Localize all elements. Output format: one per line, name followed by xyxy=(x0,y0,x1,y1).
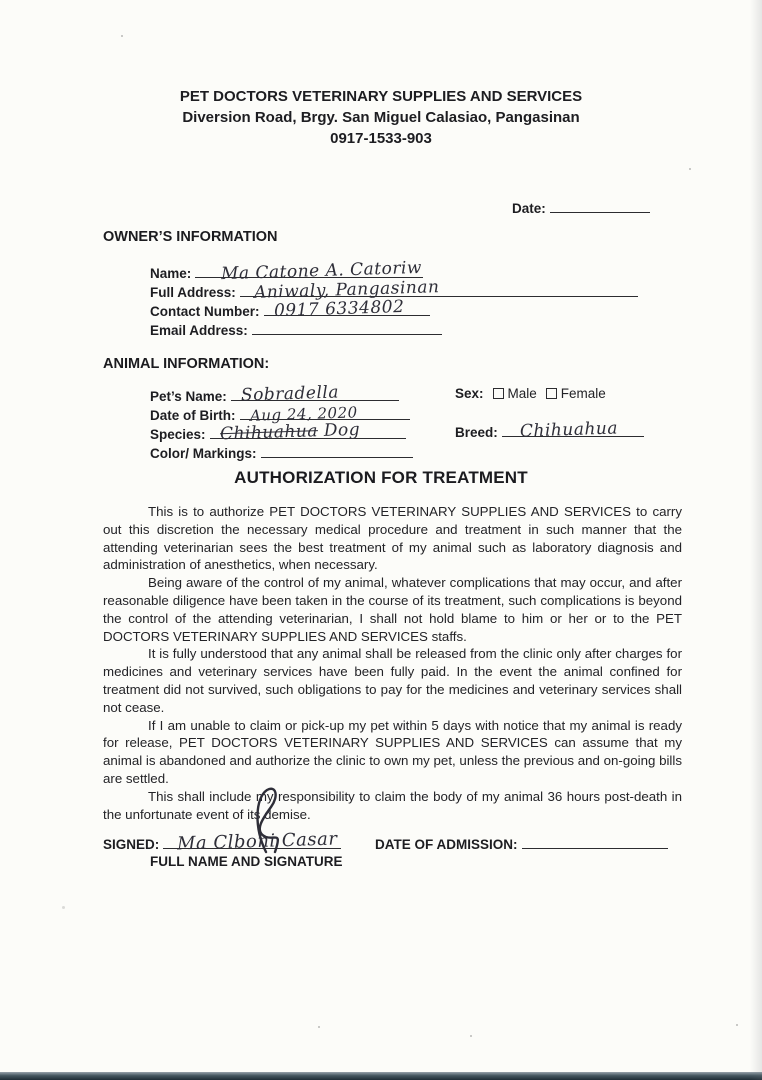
female-option-label: Female xyxy=(560,386,606,401)
signed-blank[interactable] xyxy=(163,828,341,855)
authorization-paragraph-5: This shall include my responsibility to claim the body of my animal 36 hours post-death in the unfortunate event of its demise. xyxy=(103,788,682,822)
date-of-admission-blank[interactable] xyxy=(522,833,668,849)
name-value: Ma Catone A. Catoriw xyxy=(221,257,423,285)
date-of-birth-blank[interactable] xyxy=(240,403,410,425)
clinic-header xyxy=(0,86,762,149)
sex-row xyxy=(455,385,606,404)
authorization-paragraph-4: If I am unable to claim or pick-up my pet within 5 days with notice that my animal is ready for release, PET DOCTORS VETERINARY SUPPLIES AND SERVICES can assume that my animal is abandoned and authorize the clinic to own my pet, unless the previous and on-going bills are settled. xyxy=(103,717,682,786)
date-of-birth-value: Aug 24, 2020 xyxy=(249,403,358,425)
owner-email-row xyxy=(150,319,442,338)
full-address-value: Aniwaly, Pangasinan xyxy=(253,277,440,303)
scan-speck xyxy=(736,1024,738,1026)
signed-caption: FULL NAME AND SIGNATURE xyxy=(150,854,343,869)
contact-number-value: 0917 6334802 xyxy=(273,296,405,322)
scan-speck xyxy=(62,906,65,909)
color-markings-blank[interactable] xyxy=(261,442,413,458)
species-value xyxy=(219,420,360,444)
full-address-label: Full Address: xyxy=(150,285,236,300)
signed-value: Ma Clboni Casar xyxy=(176,828,338,855)
email-address-blank[interactable] xyxy=(252,319,442,335)
male-option-label: Male xyxy=(507,386,537,401)
clinic-name: PET DOCTORS VETERINARY SUPPLIES AND SERVICES xyxy=(179,88,583,105)
color-markings-label: Color/ Markings: xyxy=(150,446,257,461)
authorization-body xyxy=(103,503,682,823)
species-blank[interactable] xyxy=(210,419,406,445)
date-row xyxy=(512,197,650,216)
pets-name-value: Sobradella xyxy=(240,382,340,406)
authorization-paragraph-2: Being aware of the control of my animal, whatever complications that may occur, and after reasonable diligence have been taken in the course of its treatment, such complications is beyond the control of the attending veterinarian, I shall not hold blame to him or her or to the PET DOCTORS VETERINARY SUPPLIES AND SERVICES staffs. xyxy=(103,575,682,644)
clinic-phone: 0917-1533-903 xyxy=(330,130,432,147)
scan-speck xyxy=(318,1026,320,1028)
date-blank[interactable] xyxy=(550,197,650,213)
female-checkbox[interactable] xyxy=(546,388,557,399)
name-label: Name: xyxy=(150,266,192,281)
authorization-paragraph-1: This is to authorize PET DOCTORS VETERINARY SUPPLIES AND SERVICES to carry out this discretion the necessary medical procedure and treatment in such manner that the attending veterinarian sees the best treatment of my animal such as laboratory diagnosis and administration of anesthetics, when necessary. xyxy=(103,504,682,573)
scan-speck xyxy=(689,168,691,170)
contact-number-label: Contact Number: xyxy=(150,304,260,319)
breed-value: Chihuahua xyxy=(519,418,619,442)
scan-speck xyxy=(470,1035,472,1037)
breed-blank[interactable] xyxy=(502,418,644,442)
species-label: Species: xyxy=(150,427,206,442)
signed-label: SIGNED: xyxy=(103,837,160,852)
breed-label: Breed: xyxy=(455,425,498,440)
date-of-birth-label: Date of Birth: xyxy=(150,408,236,423)
species-struck-value: Chihuahua xyxy=(219,421,318,445)
sex-label: Sex: xyxy=(455,386,484,401)
pets-name-row xyxy=(150,382,399,406)
owner-section-title: OWNER’S INFORMATION xyxy=(103,229,278,245)
color-markings-row xyxy=(150,442,413,461)
authorization-title: AUTHORIZATION FOR TREATMENT xyxy=(234,468,528,487)
signed-row xyxy=(103,828,341,855)
authorization-paragraph-3: It is fully understood that any animal shall be released from the clinic only after charges for medicines and veterinary services have been fully paid. In the event the animal confined for treatment did not survived, such obligations to pay for the medicines and veterinary services shall not cease. xyxy=(103,646,682,715)
animal-section-title: ANIMAL INFORMATION: xyxy=(103,356,270,372)
clinic-address: Diversion Road, Brgy. San Miguel Calasiao, Pangasinan xyxy=(182,109,580,126)
date-label: Date: xyxy=(512,201,546,216)
breed-row xyxy=(455,418,644,442)
pets-name-blank[interactable] xyxy=(231,382,399,406)
scanner-bottom-edge xyxy=(0,1072,762,1080)
email-address-label: Email Address: xyxy=(150,323,248,338)
male-checkbox[interactable] xyxy=(493,388,504,399)
full-address-blank[interactable] xyxy=(240,277,638,303)
date-of-admission-label: DATE OF ADMISSION: xyxy=(375,837,518,852)
scan-speck xyxy=(121,35,123,37)
name-blank[interactable] xyxy=(195,257,423,285)
species-final-value: Dog xyxy=(323,419,360,441)
owner-contact-row xyxy=(150,296,430,322)
date-of-admission-row xyxy=(375,833,668,852)
contact-number-blank[interactable] xyxy=(264,296,430,322)
species-row xyxy=(150,419,406,445)
date-of-birth-row xyxy=(150,404,410,423)
pets-name-label: Pet’s Name: xyxy=(150,389,227,404)
